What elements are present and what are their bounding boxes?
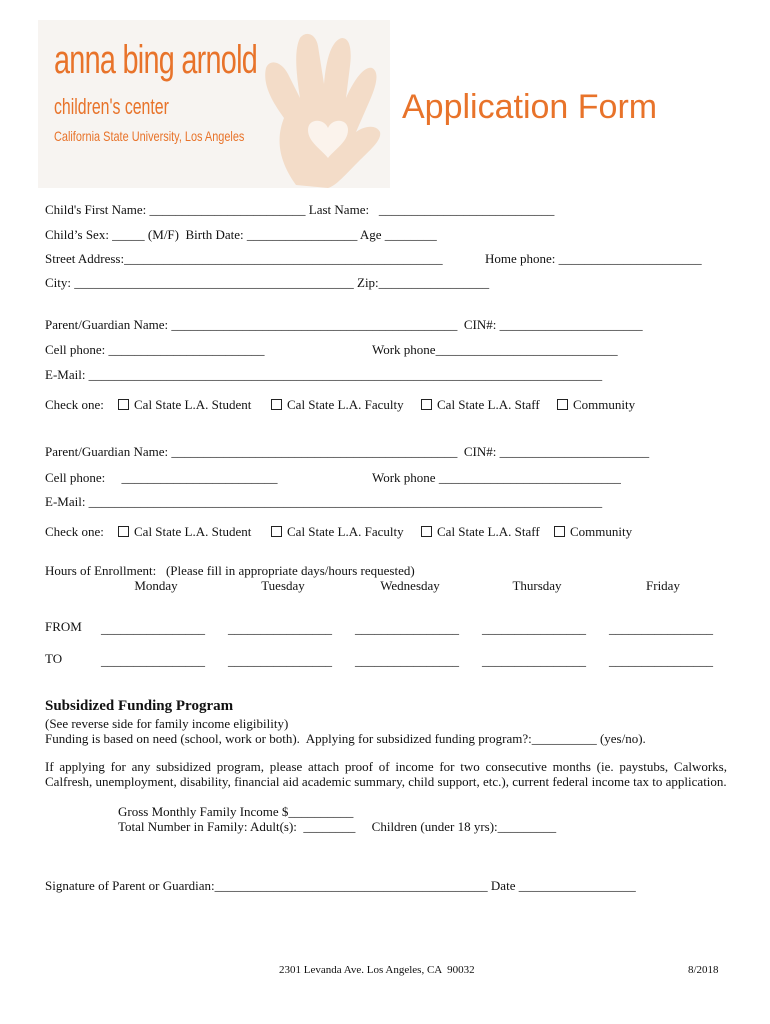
city-zip-field[interactable]: City: ___________________________________________ Zip:_________________: [45, 275, 490, 290]
day-friday: Friday: [646, 578, 680, 593]
parent1-email-field[interactable]: E-Mail: _______________________________________________________________________________: [45, 367, 603, 382]
subsidy-note: (See reverse side for family income eligibility): [45, 716, 289, 731]
subsidy-heading: Subsidized Funding Program: [45, 698, 234, 714]
day-thursday: Thursday: [512, 578, 562, 593]
parent2-email-field[interactable]: E-Mail: _______________________________________________________________________________: [45, 494, 603, 509]
parent2-name-field[interactable]: Parent/Guardian Name: ____________________________________________ CIN#: _______________________: [45, 444, 650, 459]
logo: [38, 20, 390, 188]
hours-label: Hours of Enrollment: (Please fill in appropriate days/hours requested): [45, 563, 415, 578]
parent1-option-student[interactable]: [118, 397, 251, 412]
option-label: Cal State L.A. Staff: [437, 524, 540, 539]
parent1-option-faculty[interactable]: [271, 397, 404, 412]
parent1-name-field[interactable]: Parent/Guardian Name: ____________________________________________ CIN#: ______________________: [45, 317, 643, 332]
family-total-field[interactable]: Total Number in Family: Adult(s): ________ Children (under 18 yrs):_________: [118, 819, 557, 834]
day-tuesday: Tuesday: [261, 578, 305, 593]
option-label: Cal State L.A. Faculty: [287, 397, 404, 412]
checkbox-icon[interactable]: [421, 399, 432, 410]
to-friday-field[interactable]: ________________: [609, 653, 713, 668]
child-sex-birth-field[interactable]: Child’s Sex: _____ (M/F) Birth Date: _________________ Age ________: [45, 227, 437, 242]
parent1-work-field[interactable]: Work phone____________________________: [372, 342, 618, 357]
option-label: Community: [570, 524, 633, 539]
from-label: FROM: [45, 619, 82, 634]
option-label: Cal State L.A. Faculty: [287, 524, 404, 539]
option-label: Cal State L.A. Staff: [437, 397, 540, 412]
from-friday-field[interactable]: ________________: [609, 621, 713, 636]
to-tuesday-field[interactable]: ________________: [228, 653, 332, 668]
checkbox-icon[interactable]: [554, 526, 565, 537]
child-name-field[interactable]: Child's First Name: ________________________ Last Name: ___________________________: [45, 202, 555, 217]
day-monday: Monday: [134, 578, 178, 593]
from-tuesday-field[interactable]: ________________: [228, 621, 332, 636]
to-thursday-field[interactable]: ________________: [482, 653, 586, 668]
to-wednesday-field[interactable]: ________________: [355, 653, 459, 668]
parent1-check-label: Check one:: [45, 397, 104, 412]
checkbox-icon[interactable]: [118, 399, 129, 410]
parent2-cell-field[interactable]: Cell phone: ________________________: [45, 470, 278, 485]
footer-date: 8/2018: [688, 964, 719, 976]
option-label: Cal State L.A. Student: [134, 397, 252, 412]
logo-name: anna bing arnold: [54, 38, 258, 82]
option-label: Cal State L.A. Student: [134, 524, 252, 539]
parent1-cell-field[interactable]: Cell phone: ________________________: [45, 342, 265, 357]
logo-university: California State University, Los Angeles: [54, 128, 245, 144]
day-wednesday: Wednesday: [380, 578, 440, 593]
parent2-option-staff[interactable]: [421, 524, 540, 539]
subsidy-funding-field[interactable]: Funding is based on need (school, work or both). Applying for subsidized funding program?:__________ (yes/no).: [45, 731, 646, 746]
signature-field[interactable]: Signature of Parent or Guardian:__________________________________________ Date __________________: [45, 878, 636, 893]
to-label: TO: [45, 651, 63, 666]
home-phone-field[interactable]: Home phone: ______________________: [485, 251, 702, 266]
parent2-check-label: Check one:: [45, 524, 104, 539]
option-label: Community: [573, 397, 636, 412]
parent2-option-student[interactable]: [118, 524, 251, 539]
checkbox-icon[interactable]: [557, 399, 568, 410]
checkbox-icon[interactable]: [271, 526, 282, 537]
parent2-option-community[interactable]: [554, 524, 632, 539]
form-title: Application Form: [402, 88, 658, 126]
parent2-work-field[interactable]: Work phone ____________________________: [372, 470, 621, 485]
parent2-option-faculty[interactable]: [271, 524, 404, 539]
subsidy-paragraph: If applying for any subsidized program, please attach proof of income for two consecutive months (ie. paystubs, Calworks, Calfresh, unemployment, disability, financial aid academic summary, child support, etc.), current federal income tax to application.: [45, 759, 727, 789]
parent1-option-community[interactable]: [557, 397, 635, 412]
gross-income-field[interactable]: Gross Monthly Family Income $__________: [118, 804, 354, 819]
checkbox-icon[interactable]: [421, 526, 432, 537]
logo-subtitle: children's center: [54, 94, 169, 119]
from-wednesday-field[interactable]: ________________: [355, 621, 459, 636]
checkbox-icon[interactable]: [118, 526, 129, 537]
from-monday-field[interactable]: ________________: [101, 621, 205, 636]
checkbox-icon[interactable]: [271, 399, 282, 410]
parent1-option-staff[interactable]: [421, 397, 540, 412]
to-monday-field[interactable]: ________________: [101, 653, 205, 668]
from-thursday-field[interactable]: ________________: [482, 621, 586, 636]
street-address-field[interactable]: Street Address:_________________________________________________: [45, 251, 443, 266]
footer-address: 2301 Levanda Ave. Los Angeles, CA 90032: [279, 964, 475, 976]
